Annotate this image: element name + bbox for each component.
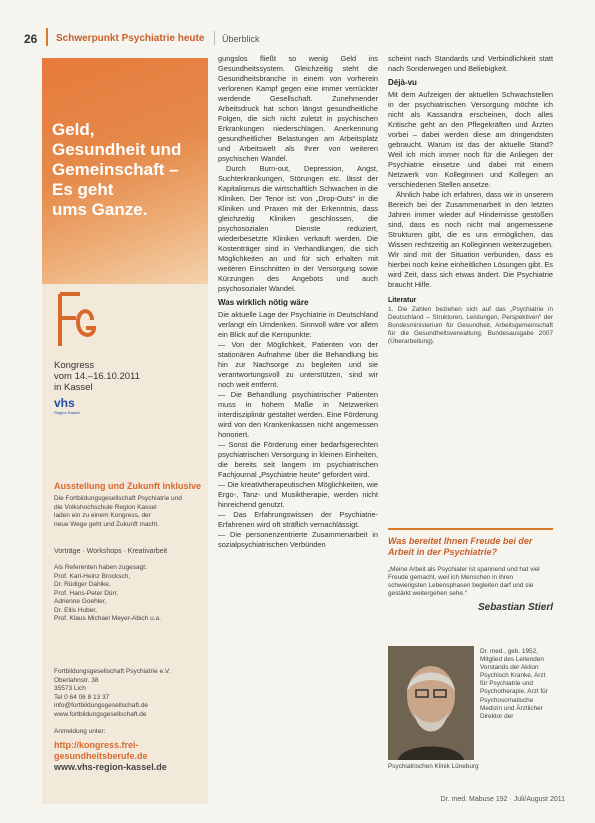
divider — [388, 528, 553, 530]
literature-heading: Literatur — [388, 297, 417, 304]
congress-dates: Kongress vom 14.–16.10.2011 in Kassel — [54, 360, 140, 393]
subheading-needed: Was wirklich nötig wäre — [218, 298, 309, 307]
article-column-3: scheint nach Standards und Verbindlichkeit statt nach Sonderwegen und Beliebigkeit. Déjà-vu Mit dem Aufzeigen der aktuellen Schwachstellen in der psychiatrischen Versorgung möchte ich nicht als Kassandra erscheinen, doch alles Kritische geht an den Pflegekräften und Ärzten vorbei – dabei werden diese am dringendsten gebraucht. Warum ist das der aktuelle Stand? Weil ich mich immer noch für die Anliegen der Psychiatrie einsetze und dabei mit einem Netzwerk von Kolleginnen und Kollegen an verschiedenen Stellen ansetze. Ähnlich habe ich erfahren, dass wir in unserem Bereich bei der Zusammenarbeit in den letzten Jahren immer wieder auf Hindernisse gestoßen sind, dass es noch nicht mal angemessene Strukturen gibt, die es uns ermöglichen, das Wissen rechtzeitig an Kolleginnen weiterzugeben. Wir sind mit der Situation verbunden, dass es hierbei noch keine einheitlichen Lösungen gibt. Es wird Zeit, dass sich etwas ändert. Die Psychiatrie braucht Hilfe. Literatur 1. Die Zahlen beziehen sich auf das „Psychiatrie in Deutschland – Strukturen, Leistungen, Perspektiven“ der Bundesministerium für Gesundheit, Arbeitsgemeinschaft für die Gesundheitsverwaltung, Bundesausgabe 2007 (Überarbeitung). — [388, 54, 553, 345]
vhs-logo: vhs Region Kassel — [54, 396, 80, 415]
subsection-title: Überblick — [222, 34, 260, 44]
literature-note: 1. Die Zahlen beziehen sich auf das „Psychiatrie in Deutschland – Strukturen, Leistungen, Perspektiven“ der Bundesministerium für Gesundheit, Arbeitsgemeinschaft für die Gesundheitsverwaltung, Bundesausgabe 2007 (Überarbeitung). — [388, 306, 553, 345]
person-bio: Dr. med., geb. 1952, Mitglied des Leitenden Vorstands der Aktion Psychisch Kranke, Arzt für Psychiatrie und Psychotherapie, Arzt für Psychosomatische Medizin und Ärztlicher Direktor der — [480, 648, 548, 720]
ad-url[interactable]: http://kongress.frei- gesundheitsberufe.de www.vhs-region-kassel.de — [54, 740, 167, 772]
fg-logo-icon — [54, 290, 98, 350]
subheading-dejavu: Déjà-vu — [388, 78, 417, 87]
ad-subheading: Ausstellung und Zukunft inklusive — [54, 481, 202, 491]
congress-advertisement — [42, 58, 208, 804]
person-bio-tail: Psychiatrischen Klinik Lüneburg — [388, 763, 479, 770]
page-footer: Dr. med. Mabuse 192 · Juli/August 2011 — [440, 796, 565, 803]
ad-registration: Anmeldung unter: — [54, 728, 106, 735]
header-divider — [46, 28, 48, 46]
section-title: Schwerpunkt Psychiatrie heute — [56, 33, 205, 44]
person-name: Sebastian Stierl — [477, 602, 553, 613]
article-column-2: gungslos fließt so wenig Geld ins Gesundheitssystem. Gleichzeitig steht die Gesundheitsbranche in einem von vorherein verlorenen Kampf gegen eine immer verrückter werdende Gesellschaft. Zunehmender Arbeitsdruck hat schon längst gesundheitliche Folgen, die sich nicht zuletzt in psychischen Erkrankungen niederschlagen. Anerkennung gesundheitlicher Belastungen am Arbeitsplatz und Arbeitswelt als Ihrer von weiteren psychischen Wandel. Durch Burn-out, Depression, Angst, Suchterkrankungen, Störungen etc. lässt der Kapitalismus die wirtschaftlich Schwachen in die Kliniken. Der Tenor ist: von „Drop-Outs“ in die Kliniken und Praxen mit der Erkenntnis, dass gleichzeitig Kliniken geschlossen, die psychosozialen Dienste reduziert, wiederbesetzte Kliniken verkauft werden. Die Kostenträger sind in Verhandlungen, die sich Möglichkeiten an und für sich erhalten mit weiteren Einschnitten in der Versorgung sowie Kürzungen des Angebots und auch psychosozialer Wandel. Was wirklich nötig wäre Die aktuelle Lage der Psychiatrie in Deutschland verlangt ein Umdenken. Sinnvoll wäre vor allem ein Blick auf die Kernpunkte: — Von der Möglichkeit, Patienten von der stationären Aufnahme über die Behandlung bis hin zur Nachsorge zu begleiten und sie verantwortungsvoll zu unterstützen, sind wir noch weit entfernt. — Die Behandlung psychiatrischer Patienten muss in hohem Maße in Netzwerken interdisziplinär gestaltet werden. Eine Förderung wird von den Krankenkassen nicht angemessen honoriert. — Sonst die Förderung einer bedarfsgerechten psychiatrischen Versorgung in kleinen Einheiten, die bereits seit langem im psychiatrischen Fachjournal „Psychiatrie heute“ gefordert wird. — Die kreativtherapeutischen Möglichkeiten, wie Ergo-, Tanz- und Musiktherapie, werden nicht hinreichend genutzt. — Das Erfahrungswissen der Psychiatrie-Erfahrenen wird oft sträflich vernachlässigt. — Die personenzentrierte Zusammenarbeit in sozialpsychiatrischen Verbünden — [218, 54, 378, 549]
ad-speakers: Als Referenten haben zugesagt: Prof. Karl-Heinz Brocksch, Dr. Rüdiger Dahlke, Prof. Hans-Peter Dürr, Adrienne Goehler, Dr. Ellis Huber, Prof. Klaus Michael Meyer-Abich u.a. — [54, 564, 161, 622]
ad-program: Vorträge · Workshops · Kreativarbeit — [54, 548, 168, 555]
ad-intro: Die Fortbildungsgesellschaft Psychiatrie und die Volkshochschule Region Kassel laden ein zu einem Kongress, der neue Wege geht und Zukunft macht. — [54, 495, 182, 528]
quote-question: Was bereitet Ihnen Freude bei der Arbeit in der Psychiatrie? — [388, 536, 533, 557]
interview-quote-box — [388, 522, 553, 613]
portrait-photo — [388, 646, 474, 760]
page-number: 26 — [24, 32, 38, 46]
header-divider-2 — [214, 31, 215, 45]
ad-address: Fortbildungsgesellschaft Psychiatrie e.V. Oberlahnstr. 38 35573 Lich Tel 0 64 06 8 13 37 info@fortbildungsgesellschaft.de www.fortbildungsgesellschaft.de — [54, 668, 171, 718]
page-header — [0, 0, 595, 60]
quote-answer: „Meine Arbeit als Psychiater ist spannend und hat viel Freude gemacht, weil ich Menschen in ihren schwierigsten Lebensphasen begleiten darf und sie gestärkt weitergehen sehe.“ — [388, 566, 540, 597]
ad-banner — [42, 58, 208, 284]
ad-title: Geld, Gesundheit und Gemeinschaft – Es geht ums Ganze. — [52, 120, 182, 219]
